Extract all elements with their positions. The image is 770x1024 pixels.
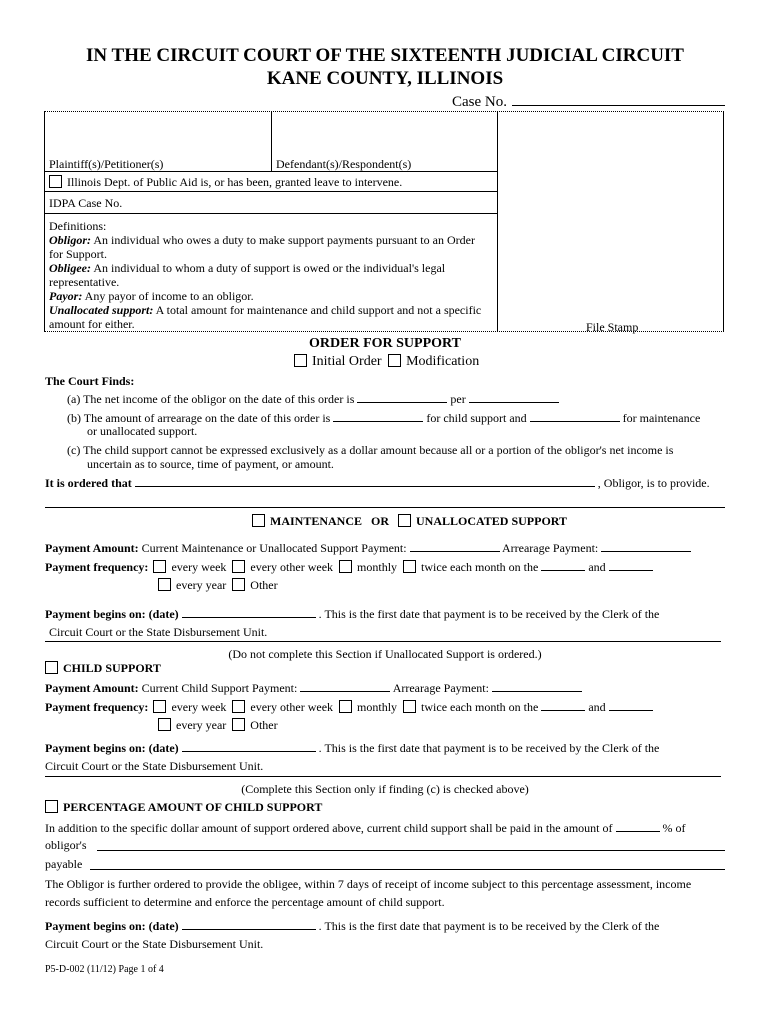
maint-begins-date-field[interactable] (182, 606, 316, 618)
payable-label: payable (45, 857, 83, 871)
plaintiff-label: Plaintiff(s)/Petitioner(s) (49, 157, 164, 171)
finding-b-cont: or unallocated support. (87, 424, 198, 438)
definitions-heading: Definitions: (49, 219, 107, 233)
idpa-checkbox[interactable] (49, 175, 62, 188)
finding-c-cont: uncertain as to source, time of payment, or amount. (87, 457, 334, 471)
cs-twice-month-checkbox[interactable] (403, 700, 416, 713)
cs-arrearage-field[interactable] (492, 680, 582, 692)
cs-begins-row (45, 740, 659, 755)
maintenance-checkbox[interactable] (252, 514, 265, 527)
finding-b (67, 410, 700, 425)
maint-every-other-week-checkbox[interactable] (232, 560, 245, 573)
cs-monthly-checkbox[interactable] (339, 700, 352, 713)
ordered-label: It is ordered that (45, 476, 132, 490)
defendant-label: Defendant(s)/Respondent(s) (276, 157, 412, 171)
cs-every-other-week-checkbox[interactable] (232, 700, 245, 713)
net-income-field[interactable] (357, 391, 447, 403)
percentage-heading-row (45, 800, 322, 814)
payor-text: Any payor of income to an obligor. (82, 289, 254, 303)
maint-monthly-label: monthly (357, 560, 398, 574)
cs-freq-label: Payment frequency: (45, 700, 149, 714)
plaintiff-field[interactable] (49, 115, 269, 155)
pct-begins-row (45, 918, 659, 933)
percentage-field[interactable] (616, 820, 660, 832)
pct-begins-cont: Circuit Court or the State Disbursement Unit. (45, 937, 264, 951)
caption-divider (497, 111, 498, 332)
arrearage-maint-field[interactable] (530, 410, 620, 422)
maint-freq-row (45, 559, 653, 574)
initial-order-label: Initial Order (312, 354, 382, 369)
section-divider (45, 507, 725, 508)
cs-every-week-label: every week (171, 700, 227, 714)
pct-begins-text: . This is the first date that payment is to be received by the Clerk of the (318, 919, 660, 933)
child-support-heading: CHILD SUPPORT (63, 661, 161, 675)
maint-every-year-checkbox[interactable] (158, 578, 171, 591)
further-line-2: records sufficient to determine and enforce the percentage amount of child support. (45, 895, 445, 909)
obligor-term: Obligor: (49, 233, 91, 247)
percentage-heading: PERCENTAGE AMOUNT OF CHILD SUPPORT (63, 800, 323, 814)
cs-begins-cont: Circuit Court or the State Disbursement Unit. (45, 759, 264, 773)
obligors-field[interactable] (97, 850, 725, 851)
cs-and-label: and (588, 700, 606, 714)
maint-amount-text: Current Maintenance or Unallocated Support Payment: (141, 541, 407, 555)
maint-note: (Do not complete this Section if Unallocated Support is ordered.) (228, 647, 542, 661)
modification-label: Modification (406, 354, 480, 369)
ordered-suffix: , Obligor, is to provide. (597, 476, 710, 490)
maint-amount-row (45, 540, 691, 555)
ordered-obligor-field[interactable] (135, 475, 595, 487)
cs-amount-label: Payment Amount: (45, 681, 139, 695)
ordered-row (45, 475, 725, 490)
maint-begins-label: Payment begins on: (date) (45, 607, 179, 621)
maint-arrearage-label: Arrearage Payment: (501, 541, 599, 555)
finding-a-text: (a) The net income of the obligor on the date of this order is (67, 392, 355, 406)
idpa-label: Illinois Dept. of Public Aid is, or has been, granted leave to intervene. (67, 175, 403, 189)
maintenance-label: MAINTENANCE (270, 514, 363, 528)
finding-a (67, 391, 559, 406)
payable-field[interactable] (90, 869, 725, 870)
unallocated-text: A total amount for maintenance and child support and not a specific amount for either. (49, 303, 482, 331)
idpa-intervene-row (49, 175, 402, 189)
idpa-case-label: IDPA Case No. (49, 196, 123, 210)
cs-every-year-checkbox[interactable] (158, 718, 171, 731)
finding-c: (c) The child support cannot be expressed exclusively as a dollar amount because all or a portion of the obligor's net income is (67, 443, 674, 457)
cs-every-week-checkbox[interactable] (153, 700, 166, 713)
finding-b-child: for child support and (426, 411, 527, 425)
cs-amount-row (45, 680, 582, 695)
case-no-field[interactable] (512, 105, 725, 106)
case-no-label: Case No. (452, 94, 507, 110)
obligee-text: An individual to whom a duty of support is owed or the individual's legal representative. (49, 261, 446, 289)
modification-checkbox[interactable] (388, 354, 401, 367)
unallocated-label: UNALLOCATED SUPPORT (416, 514, 568, 528)
maint-twice-month-label: twice each month on the (421, 560, 539, 574)
maint-freq-label: Payment frequency: (45, 560, 149, 574)
pct-begins-label: Payment begins on: (date) (45, 919, 179, 933)
or-label: OR (371, 514, 390, 528)
form-id: P5-D-002 (11/12) Page 1 of 4 (45, 964, 164, 975)
court-finds-heading: The Court Finds: (45, 374, 135, 388)
maint-and-label: and (588, 560, 606, 574)
net-income-period-field[interactable] (469, 391, 559, 403)
county-heading: KANE COUNTY, ILLINOIS (266, 68, 504, 89)
maint-every-week-checkbox[interactable] (153, 560, 166, 573)
obligee-term: Obligee: (49, 261, 91, 275)
maint-begins-row (45, 606, 659, 621)
cs-twice-day2-field[interactable] (609, 699, 653, 711)
maint-every-week-label: every week (171, 560, 227, 574)
cs-begins-label: Payment begins on: (date) (45, 741, 179, 755)
finding-a-per: per (450, 392, 466, 406)
cs-begins-text: . This is the first date that payment is to be received by the Clerk of the (318, 741, 660, 755)
finding-b-maint: for maintenance (622, 411, 701, 425)
further-line-1: The Obligor is further ordered to provide the obligee, within 7 days of receipt of income subject to this percentage assessment, income (45, 877, 692, 891)
cs-current-field[interactable] (300, 680, 390, 692)
maint-monthly-checkbox[interactable] (339, 560, 352, 573)
maint-twice-day2-field[interactable] (609, 559, 653, 571)
maint-amount-label: Payment Amount: (45, 541, 139, 555)
payor-term: Payor: (49, 289, 83, 303)
initial-order-checkbox[interactable] (294, 354, 307, 367)
cs-note: (Complete this Section only if finding (c) is checked above) (241, 782, 529, 796)
maint-begins-cont: Circuit Court or the State Disbursement Unit. (49, 625, 268, 639)
maintenance-heading-row (252, 514, 567, 528)
arrearage-child-field[interactable] (333, 410, 423, 422)
percentage-row (45, 820, 686, 835)
cs-twice-month-label: twice each month on the (421, 700, 539, 714)
child-support-checkbox[interactable] (45, 661, 58, 674)
maint-arrearage-field[interactable] (601, 540, 691, 552)
court-heading: IN THE CIRCUIT COURT OF THE SIXTEENTH JUDICIAL CIRCUIT (86, 45, 684, 66)
order-type-row (294, 353, 479, 370)
cs-twice-day1-field[interactable] (541, 699, 585, 711)
file-stamp-label: File Stamp (586, 320, 639, 334)
pct-begins-date-field[interactable] (182, 918, 316, 930)
child-support-heading-row (45, 661, 161, 675)
cs-amount-text: Current Child Support Payment: (141, 681, 298, 695)
maint-twice-month-checkbox[interactable] (403, 560, 416, 573)
maint-every-other-week-label: every other week (250, 560, 334, 574)
cs-other-label: Other (250, 718, 278, 732)
maint-every-year-label: every year (176, 578, 227, 592)
order-title: ORDER FOR SUPPORT (309, 336, 461, 351)
definitions (49, 219, 489, 331)
maint-current-field[interactable] (410, 540, 500, 552)
cs-freq-row2 (158, 718, 278, 732)
defendant-field[interactable] (276, 115, 494, 155)
cs-monthly-label: monthly (357, 700, 398, 714)
cs-freq-row (45, 699, 653, 714)
unallocated-term: Unallocated support: (49, 303, 154, 317)
maint-freq-row2 (158, 578, 278, 592)
party-divider (271, 111, 272, 171)
maint-other-label: Other (250, 578, 278, 592)
cs-every-year-label: every year (176, 718, 227, 732)
cs-other-checkbox[interactable] (232, 718, 245, 731)
cs-arrearage-label: Arrearage Payment: (392, 681, 489, 695)
percentage-checkbox[interactable] (45, 800, 58, 813)
maint-other-checkbox[interactable] (232, 578, 245, 591)
maint-twice-day1-field[interactable] (541, 559, 585, 571)
cs-begins-date-field[interactable] (182, 740, 316, 752)
percentage-text: In addition to the specific dollar amount of support ordered above, current child support shall be paid in the amount of (45, 821, 613, 835)
obligors-label: obligor's (45, 838, 87, 852)
obligor-text: An individual who owes a duty to make support payments pursuant to an Order for Support. (49, 233, 475, 261)
cs-every-other-week-label: every other week (250, 700, 334, 714)
unallocated-checkbox[interactable] (398, 514, 411, 527)
maint-begins-text: . This is the first date that payment is to be received by the Clerk of the (318, 607, 660, 621)
percentage-suffix: % of (662, 821, 686, 835)
finding-b-text: (b) The amount of arrearage on the date of this order is (67, 411, 331, 425)
